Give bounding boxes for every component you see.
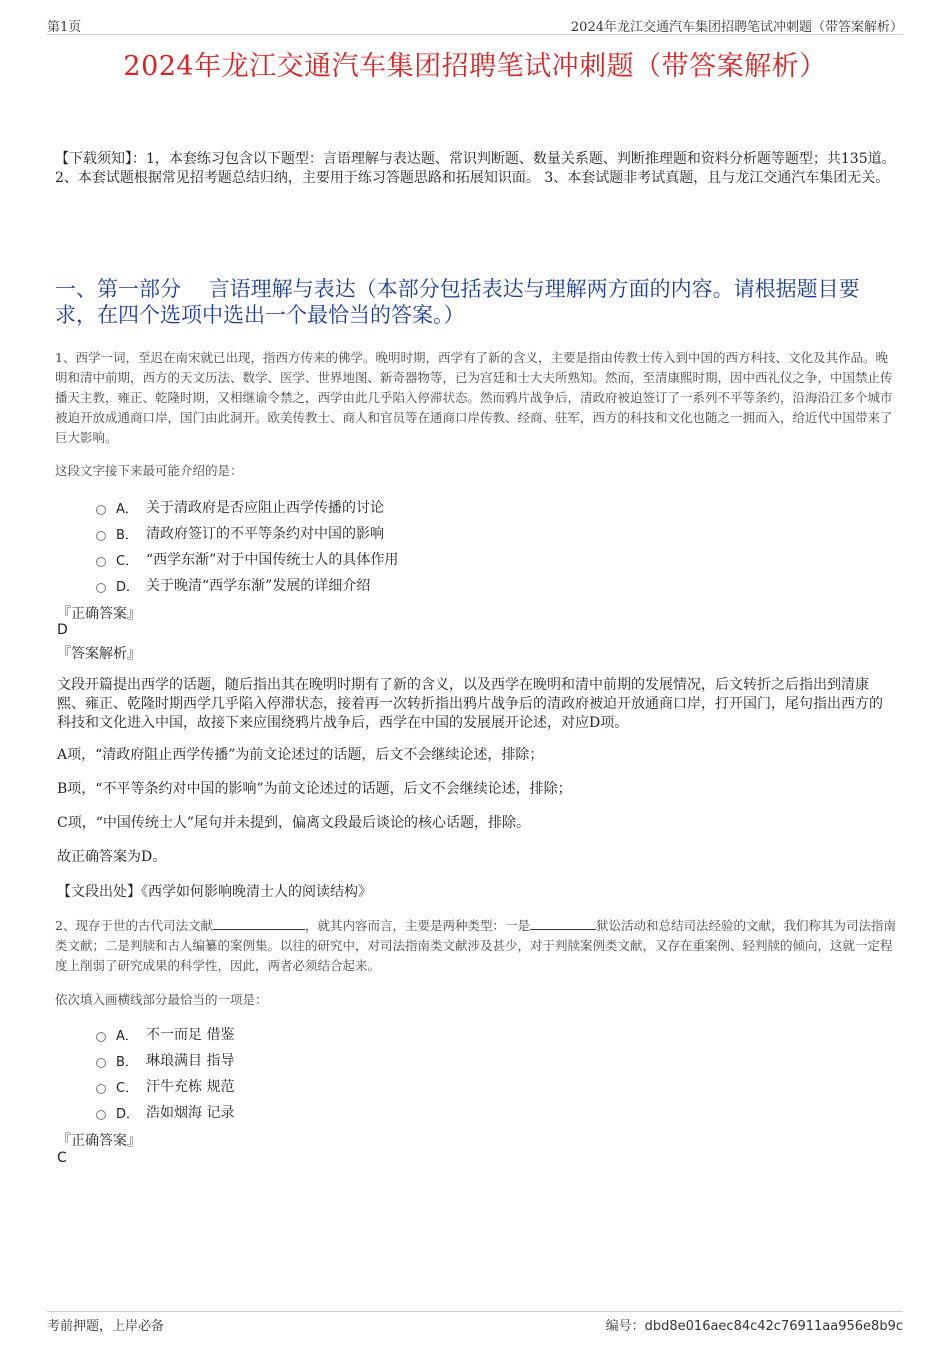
page-footer bbox=[47, 1311, 903, 1332]
page-title: 2024年龙江交通汽车集团招聘笔试冲刺题（带答案解析） bbox=[123, 51, 827, 82]
correct-answer-label: 『正确答案』 bbox=[57, 606, 141, 622]
radio-icon[interactable] bbox=[96, 1110, 106, 1120]
option-letter: B． bbox=[116, 1054, 138, 1070]
question-1-options bbox=[96, 494, 856, 598]
analysis-paragraph: 故正确答案为D。 bbox=[57, 849, 167, 865]
passage-source: 【文段出处】《西学如何影响晚清士人的阅读结构》 bbox=[57, 884, 372, 900]
page-header bbox=[47, 14, 903, 35]
footer-slogan: 考前押题，上岸必备 bbox=[47, 1319, 165, 1334]
analysis-paragraph: C项，“中国传统士人”尾句并未提到，偏离文段最后谈论的核心话题，排除。 bbox=[57, 815, 531, 831]
option-text: 琳琅满目 指导 bbox=[146, 1053, 235, 1069]
page-number: 第1页 bbox=[47, 20, 82, 35]
option-b[interactable] bbox=[96, 1047, 856, 1073]
radio-icon[interactable] bbox=[96, 531, 106, 541]
fill-blank bbox=[213, 917, 305, 930]
radio-icon[interactable] bbox=[96, 583, 106, 593]
option-letter: D． bbox=[116, 579, 140, 595]
question-2-ask: 依次填入画横线部分最恰当的一项是： bbox=[55, 992, 268, 1007]
stem-part: 2、现存于世的古代司法文献 bbox=[55, 918, 213, 933]
option-text: 关于晚清“西学东渐”发展的详细介绍 bbox=[146, 578, 371, 594]
header-doc-title: 2024年龙江交通汽车集团招聘笔试冲刺题（带答案解析） bbox=[570, 20, 903, 35]
option-a[interactable] bbox=[96, 1021, 856, 1047]
option-d[interactable] bbox=[96, 1099, 856, 1125]
option-letter: C． bbox=[116, 553, 139, 569]
correct-answer: C bbox=[57, 1150, 67, 1166]
option-text: 关于清政府是否应阻止西学传播的讨论 bbox=[146, 500, 384, 516]
document-code bbox=[606, 1315, 903, 1334]
option-text: 浩如烟海 记录 bbox=[146, 1105, 235, 1121]
stem-part: ，就其内容而言，主要是两种类型：一是 bbox=[304, 918, 530, 933]
question-1-stem: 1、西学一词，至迟在南宋就已出现，指西方传来的佛学。晚明时期，西学有了新的含义，主要是指由传教士传入到中国的西方科技、文化及其作品。晚明和清中前期，西方的天文历法、数学、医学、世界地图、新奇器物等，已为宫廷和士大夫所熟知。然而，至清康熙时期，因中西礼仪之争，中国禁止传播天主教，雍正、乾隆时期，又相继谕令禁之，西学由此几乎陷入停滞状态。然而鸦片战争后，清政府被迫签订了一系列不平等条约，沿海沿江多个城市被迫开放成通商口岸，国门由此洞开。欧美传教士、商人和官员等在通商口岸传教、经商、驻军，西方的科技和文化也随之一拥而入，给近代中国带来了巨大影响。 bbox=[55, 350, 893, 445]
option-letter: A． bbox=[116, 1028, 138, 1044]
option-text: “西学东渐”对于中国传统士人的具体作用 bbox=[146, 552, 399, 568]
radio-icon[interactable] bbox=[96, 1058, 106, 1068]
option-letter: A． bbox=[116, 501, 138, 517]
code-label: 编号： bbox=[605, 1319, 645, 1334]
fill-blank bbox=[530, 917, 596, 930]
option-c[interactable] bbox=[96, 1073, 856, 1099]
question-1-ask: 这段文字接下来最可能介绍的是： bbox=[55, 463, 243, 478]
analysis-paragraph: A项，“清政府阻止西学传播”为前文论述过的话题，后文不会继续论述，排除； bbox=[57, 747, 544, 763]
option-letter: D． bbox=[116, 1106, 140, 1122]
option-letter: C． bbox=[116, 1080, 139, 1096]
option-text: 不一而足 借鉴 bbox=[146, 1027, 235, 1043]
analysis-paragraph: 文段开篇提出西学的话题，随后指出其在晚明时期有了新的含义，以及西学在晚明和清中前期的发展情况，后文转折之后指出到清康熙、雍正、乾隆时期西学几乎陷入停滞状态，接着再一次转折指出鸦片战争后的清政府被迫开放通商口岸，打开国门，尾句指出西方的科技和文化进入中国，故接下来应围绕鸦片战争后，西学在中国的发展展开论述，对应D项。 bbox=[57, 677, 883, 731]
analysis-label: 『答案解析』 bbox=[57, 646, 141, 662]
option-c[interactable] bbox=[96, 546, 856, 572]
option-text: 清政府签订的不平等条约对中国的影响 bbox=[146, 526, 384, 542]
option-d[interactable] bbox=[96, 572, 856, 598]
correct-answer: D bbox=[57, 622, 68, 638]
radio-icon[interactable] bbox=[96, 505, 106, 515]
radio-icon[interactable] bbox=[96, 1084, 106, 1094]
analysis-paragraph: B项，“不平等条约对中国的影响”为前文论述过的话题，后文不会继续论述，排除； bbox=[57, 781, 572, 797]
option-a[interactable] bbox=[96, 494, 856, 520]
radio-icon[interactable] bbox=[96, 1032, 106, 1042]
download-notice: 【下载须知】：1，本套练习包含以下题型：言语理解与表达题、常识判断题、数量关系题、判断推理题和资料分析题等题型；共135道。 2、本套试题根据常见招考题总结归纳，主要用于练习答题思路和拓展知识面。 3、本套试题非考试真题，且与龙江交通汽车集团无关。 bbox=[55, 151, 896, 186]
stem-part: 狱讼活动和总结司法经验的文献，我们称其为司法指南类文献；二是判牍和古人编纂的案例集。以往的研究中，对司法指南类文献涉及甚少，对于判牍案例类文献，又存在重案例、轻判牍的倾向，这就一定程度上削弱了研究成果的科学性，因此，两者必须结合起来。 bbox=[55, 918, 896, 973]
question-2-stem bbox=[55, 916, 900, 976]
correct-answer-label: 『正确答案』 bbox=[57, 1133, 141, 1149]
section-title: 一、第一部分 言语理解与表达（本部分包括表达与理解两方面的内容。请根据题目要求，在四个选项中选出一个最恰当的答案。） bbox=[55, 277, 860, 327]
code-value: dbd8e016aec84c42c76911aa956e8b9c bbox=[644, 1319, 903, 1334]
option-letter: B． bbox=[116, 527, 138, 543]
question-2-options bbox=[96, 1021, 856, 1125]
option-text: 汗牛充栋 规范 bbox=[146, 1079, 235, 1095]
radio-icon[interactable] bbox=[96, 557, 106, 567]
option-b[interactable] bbox=[96, 520, 856, 546]
